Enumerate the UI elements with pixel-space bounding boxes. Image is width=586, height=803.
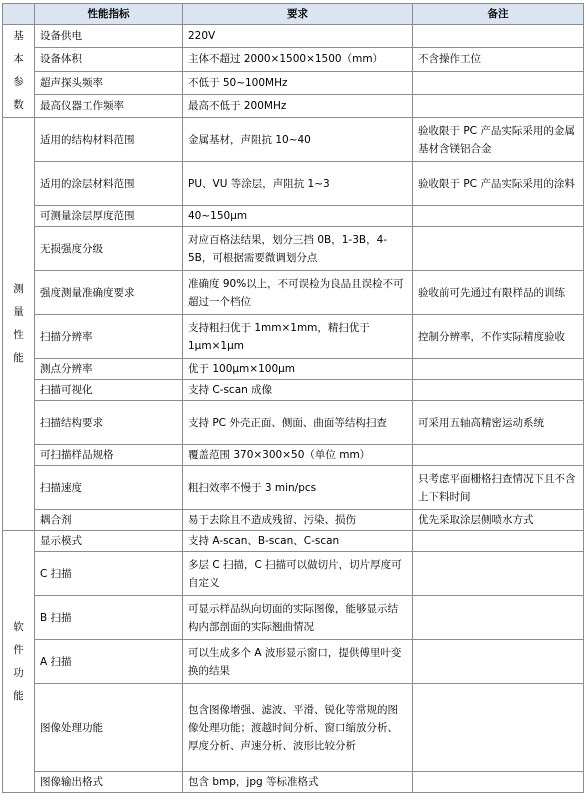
group-char: 测: [13, 283, 24, 295]
note-text: [413, 531, 584, 552]
metric-name: 扫描可视化: [35, 380, 183, 401]
table-row: [3, 401, 584, 445]
table-row: [3, 684, 584, 772]
requirement-text: 包含图像增强、滤波、平滑、锐化等常规的图像处理功能；渡越时间分析、窗口缩放分析、厚度分析、声速分析、波形比较分析: [183, 684, 413, 772]
header-row: [3, 4, 584, 25]
note-text: [413, 359, 584, 380]
table-row: [3, 118, 584, 162]
table-row: [3, 445, 584, 466]
requirement-text: 多层 C 扫描，C 扫描可以做切片，切片厚度可自定义: [183, 552, 413, 596]
note-text: [413, 71, 584, 94]
metric-name: 最高仪器工作频率: [35, 94, 183, 117]
requirement-text: 对应百格法结果，划分三挡 0B，1-3B，4-5B，可根据需要微调划分点: [183, 227, 413, 271]
note-text: [413, 640, 584, 684]
note-text: [413, 25, 584, 48]
metric-name: 扫描速度: [35, 466, 183, 510]
note-text: 只考虑平面栅格扫查情况下且不含上下料时间: [413, 466, 584, 510]
note-text: 可采用五轴高精密运动系统: [413, 401, 584, 445]
metric-name: 强度测量准确度要求: [35, 271, 183, 315]
group-char: 本: [13, 53, 24, 65]
requirement-text: PU、VU 等涂层，声阻抗 1~3: [183, 162, 413, 206]
metric-name: 适用的结构材料范围: [35, 118, 183, 162]
requirement-text: 220V: [183, 25, 413, 48]
table-row: [3, 315, 584, 359]
table-row: [3, 227, 584, 271]
requirement-text: 最高不低于 200MHz: [183, 94, 413, 117]
group-char: 功: [13, 666, 24, 679]
note-text: 控制分辨率，不作实际精度验收: [413, 315, 584, 359]
header-note: 备注: [413, 4, 584, 25]
group-char: 数: [13, 99, 24, 111]
table-row: [3, 772, 584, 793]
metric-name: C 扫描: [35, 552, 183, 596]
requirement-text: 支持 PC 外壳正面、侧面、曲面等结构扫查: [183, 401, 413, 445]
table-row: [3, 552, 584, 596]
table-row: [3, 271, 584, 315]
group-char: 件: [13, 643, 24, 656]
note-text: [413, 227, 584, 271]
requirement-text: 40~150μm: [183, 206, 413, 227]
group-char: 基: [13, 30, 24, 42]
metric-name: 显示模式: [35, 531, 183, 552]
note-text: 不含操作工位: [413, 48, 584, 71]
requirement-text: 粗扫效率不慢于 3 min/pcs: [183, 466, 413, 510]
table-row: [3, 380, 584, 401]
table-row: [3, 531, 584, 552]
note-text: [413, 552, 584, 596]
metric-name: B 扫描: [35, 596, 183, 640]
group-char: 能: [13, 689, 24, 702]
group-char: 软: [13, 620, 24, 633]
note-text: 优先采取涂层侧喷水方式: [413, 510, 584, 531]
metric-name: 可扫描样品规格: [35, 445, 183, 466]
metric-name: 扫描结构要求: [35, 401, 183, 445]
group-label-measurement: [3, 118, 35, 531]
note-text: 验收限于 PC 产品实际采用的金属基材含镁铝合金: [413, 118, 584, 162]
note-text: [413, 206, 584, 227]
requirement-text: 支持 A-scan、B-scan、C-scan: [183, 531, 413, 552]
metric-name: 图像输出格式: [35, 772, 183, 793]
note-text: [413, 445, 584, 466]
header-metric: 性能指标: [35, 4, 183, 25]
group-char: 参: [13, 76, 24, 88]
metric-name: 测点分辨率: [35, 359, 183, 380]
group-char: 能: [13, 352, 24, 364]
metric-name: 图像处理功能: [35, 684, 183, 772]
metric-name: 无损强度分级: [35, 227, 183, 271]
requirement-text: 覆盖范围 370×300×50（单位 mm）: [183, 445, 413, 466]
table-row: [3, 466, 584, 510]
metric-name: 适用的涂层材料范围: [35, 162, 183, 206]
metric-name: A 扫描: [35, 640, 183, 684]
metric-name: 可测量涂层厚度范围: [35, 206, 183, 227]
note-text: [413, 94, 584, 117]
table-row: [3, 94, 584, 117]
note-text: [413, 772, 584, 793]
table-row: [3, 640, 584, 684]
note-text: [413, 380, 584, 401]
table-row: [3, 206, 584, 227]
metric-name: 设备供电: [35, 25, 183, 48]
requirement-text: 易于去除且不造成残留、污染、损伤: [183, 510, 413, 531]
requirement-text: 优于 100μm×100μm: [183, 359, 413, 380]
group-char: 量: [13, 306, 24, 318]
group-label-basic: [3, 25, 35, 118]
requirement-text: 可以生成多个 A 波形显示窗口，提供傅里叶变换的结果: [183, 640, 413, 684]
requirement-text: 支持粗扫优于 1mm×1mm，精扫优于 1μm×1μm: [183, 315, 413, 359]
note-text: 验收前可先通过有限样品的训练: [413, 271, 584, 315]
header-requirement: 要求: [183, 4, 413, 25]
requirement-text: 主体不超过 2000×1500×1500（mm）: [183, 48, 413, 71]
table-row: [3, 25, 584, 48]
note-text: [413, 596, 584, 640]
metric-name: 耦合剂: [35, 510, 183, 531]
table-row: [3, 48, 584, 71]
table-row: [3, 71, 584, 94]
table-row: [3, 162, 584, 206]
group-label-software: [3, 531, 35, 793]
metric-name: 设备体积: [35, 48, 183, 71]
note-text: [413, 684, 584, 772]
requirement-text: 包含 bmp，jpg 等标准格式: [183, 772, 413, 793]
requirement-text: 准确度 90%以上，不可误检为良品且误检不可超过一个档位: [183, 271, 413, 315]
requirement-text: 可显示样品纵向切面的实际图像，能够显示结构内部剖面的实际翘曲情况: [183, 596, 413, 640]
header-blank: [3, 4, 35, 25]
table-row: [3, 596, 584, 640]
table-row: [3, 510, 584, 531]
note-text: 验收限于 PC 产品实际采用的涂料: [413, 162, 584, 206]
group-char: 性: [13, 329, 24, 341]
requirement-text: 金属基材，声阻抗 10~40: [183, 118, 413, 162]
requirement-text: 不低于 50~100MHz: [183, 71, 413, 94]
metric-name: 扫描分辨率: [35, 315, 183, 359]
requirement-text: 支持 C-scan 成像: [183, 380, 413, 401]
metric-name: 超声探头频率: [35, 71, 183, 94]
table-row: [3, 359, 584, 380]
spec-table: [2, 3, 584, 793]
